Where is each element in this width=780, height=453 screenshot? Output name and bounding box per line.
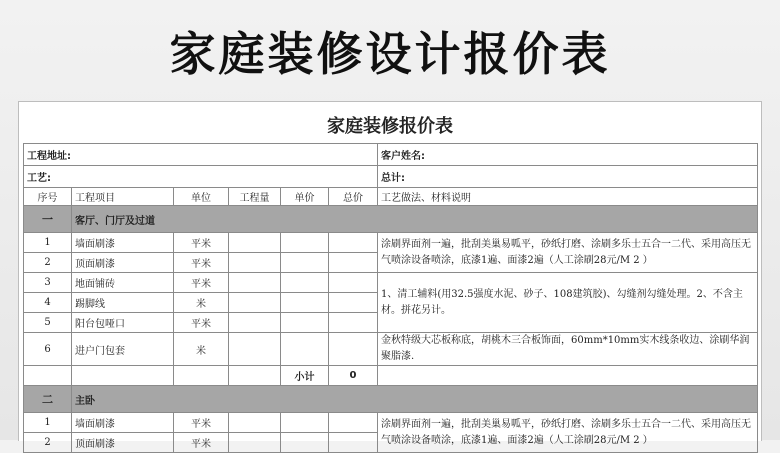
quantity-cell[interactable] — [229, 253, 281, 273]
empty-cell — [229, 366, 281, 386]
row-unit: 米 — [174, 293, 229, 313]
row-number: 6 — [24, 333, 72, 366]
row-unit: 平米 — [174, 433, 229, 453]
quantity-cell[interactable] — [229, 433, 281, 453]
quote-sheet — [18, 101, 762, 450]
section-number: 一 — [24, 206, 72, 233]
quantity-cell[interactable] — [229, 273, 281, 293]
row-unit: 平米 — [174, 253, 229, 273]
header-cell: 工程量 — [229, 188, 281, 206]
quantity-cell[interactable] — [229, 333, 281, 366]
header-cell: 工程项目 — [72, 188, 174, 206]
total-price-cell[interactable] — [329, 333, 378, 366]
header-cell: 总价 — [329, 188, 378, 206]
header-cell: 序号 — [24, 188, 72, 206]
banner-title: 家庭装修设计报价表 — [169, 27, 611, 81]
total-price-cell[interactable] — [329, 273, 378, 293]
unit-price-cell[interactable] — [281, 273, 329, 293]
row-unit: 平米 — [174, 413, 229, 433]
unit-price-cell[interactable] — [281, 433, 329, 453]
quantity-cell[interactable] — [229, 293, 281, 313]
header-cell: 单位 — [174, 188, 229, 206]
total-price-cell[interactable] — [329, 433, 378, 453]
header-cell: 单价 — [281, 188, 329, 206]
total-price-cell[interactable] — [329, 253, 378, 273]
unit-price-cell[interactable] — [281, 413, 329, 433]
total-price-cell[interactable] — [329, 313, 378, 333]
table-row — [24, 413, 758, 433]
row-number: 5 — [24, 313, 72, 333]
total-label: 总计: — [378, 166, 758, 188]
subtotal-label: 小计 — [281, 366, 329, 386]
unit-price-cell[interactable] — [281, 253, 329, 273]
section-row — [24, 386, 758, 413]
row-item: 墙面刷漆 — [72, 233, 174, 253]
row-description: 涂刷界面剂一遍，批刮美巢易呱平，砂纸打磨、涂刷多乐士五合一二代、采用高压无气喷涂设备喷涂，底漆1遍、面漆2遍（人工涂刷28元/M 2 ） — [378, 413, 758, 453]
subtotal-value: 0 — [329, 366, 378, 386]
unit-price-cell[interactable] — [281, 293, 329, 313]
section-name: 主卧 — [72, 386, 758, 413]
unit-price-cell[interactable] — [281, 313, 329, 333]
empty-cell — [24, 366, 72, 386]
unit-price-cell[interactable] — [281, 233, 329, 253]
row-item: 阳台包哑口 — [72, 313, 174, 333]
header-cell: 工艺做法、材料说明 — [378, 188, 758, 206]
row-description: 金秋特级大芯板称底，胡桃木三合板饰面，60mm*10mm实木线条收边、涂刷华润聚脂漆. — [378, 333, 758, 366]
quote-table — [23, 143, 758, 453]
quantity-cell[interactable] — [229, 313, 281, 333]
header-row — [24, 188, 758, 206]
row-unit: 平米 — [174, 313, 229, 333]
row-item: 墙面刷漆 — [72, 413, 174, 433]
subtotal-row — [24, 366, 758, 386]
total-price-cell[interactable] — [329, 233, 378, 253]
table-row — [24, 333, 758, 366]
empty-cell — [378, 366, 758, 386]
row-number: 4 — [24, 293, 72, 313]
table-row — [24, 273, 758, 293]
section-row — [24, 206, 758, 233]
row-number: 2 — [24, 253, 72, 273]
row-number: 1 — [24, 413, 72, 433]
table-row — [24, 233, 758, 253]
empty-cell — [72, 366, 174, 386]
row-item: 顶面刷漆 — [72, 433, 174, 453]
total-price-cell[interactable] — [329, 293, 378, 313]
quantity-cell[interactable] — [229, 413, 281, 433]
address-label: 工程地址: — [24, 144, 378, 166]
row-item: 踢脚线 — [72, 293, 174, 313]
row-number: 1 — [24, 233, 72, 253]
craft-label: 工艺: — [24, 166, 378, 188]
section-name: 客厅、门厅及过道 — [72, 206, 758, 233]
row-number: 3 — [24, 273, 72, 293]
row-description: 涂刷界面剂一遍，批刮美巢易呱平，砂纸打磨、涂刷多乐士五合一二代、采用高压无气喷涂设备喷涂，底漆1遍、面漆2遍（人工涂刷28元/M 2 ） — [378, 233, 758, 273]
row-number: 2 — [24, 433, 72, 453]
row-unit: 平米 — [174, 233, 229, 253]
address-row — [24, 144, 758, 166]
row-unit: 平米 — [174, 273, 229, 293]
craft-row — [24, 166, 758, 188]
row-item: 地面铺砖 — [72, 273, 174, 293]
empty-cell — [174, 366, 229, 386]
quantity-cell[interactable] — [229, 233, 281, 253]
row-unit: 米 — [174, 333, 229, 366]
unit-price-cell[interactable] — [281, 333, 329, 366]
sheet-title: 家庭装修报价表 — [327, 116, 453, 137]
total-price-cell[interactable] — [329, 413, 378, 433]
customer-label: 客户姓名: — [378, 144, 758, 166]
row-item: 进户门包套 — [72, 333, 174, 366]
row-description: 1、清工辅料(用32.5强度水泥、砂子、108建筑胶)、勾缝剂勾缝处理。2、不含主材。拼花另计。 — [378, 273, 758, 333]
row-item: 顶面刷漆 — [72, 253, 174, 273]
section-number: 二 — [24, 386, 72, 413]
